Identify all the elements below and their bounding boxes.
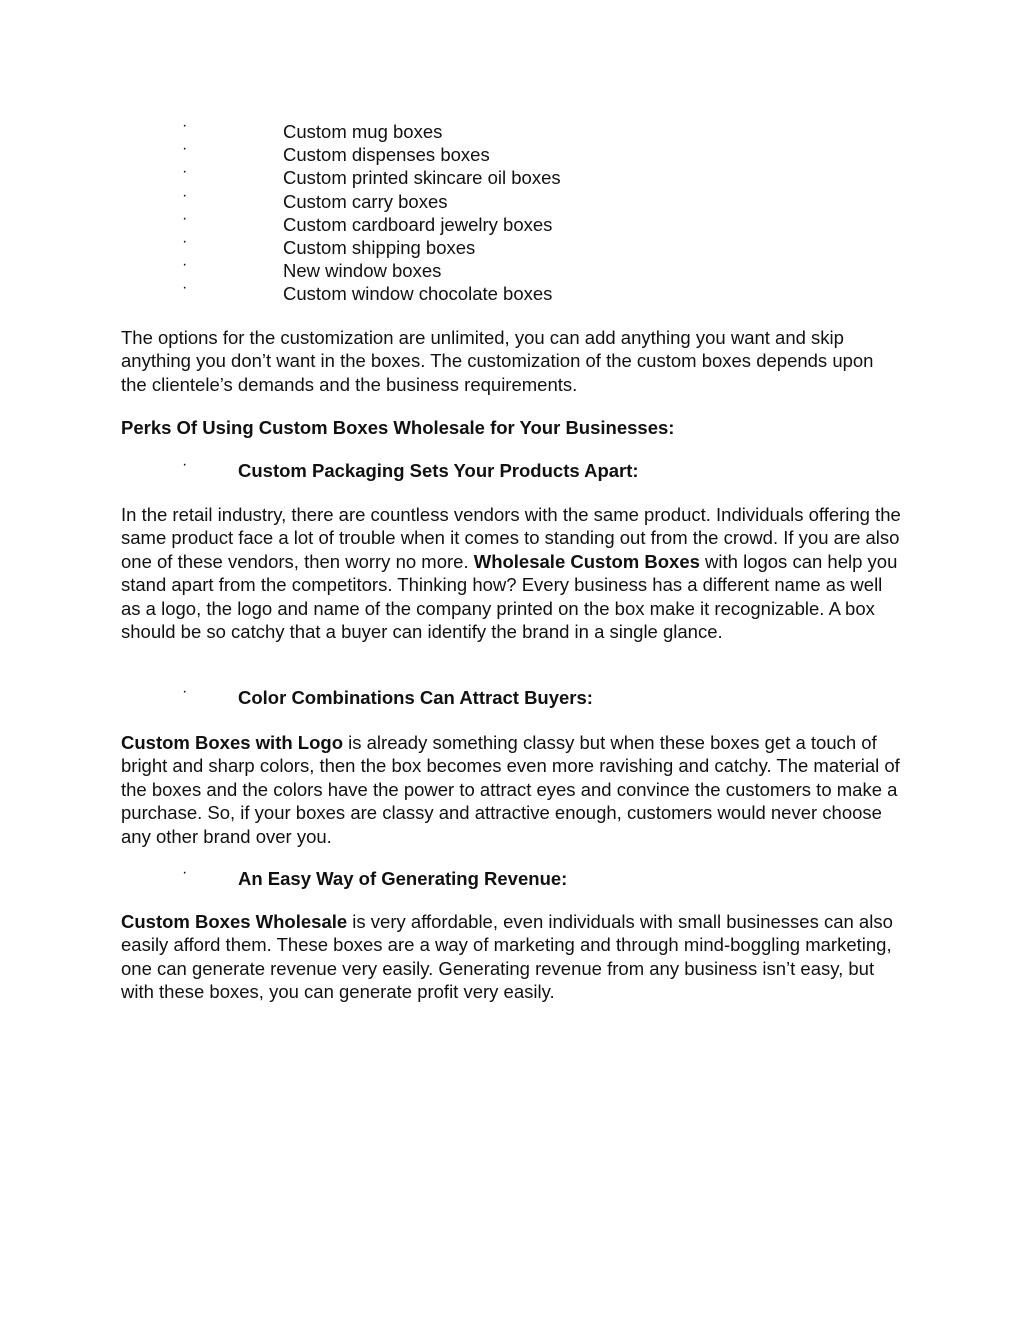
list-item-text: Custom shipping boxes xyxy=(283,236,476,258)
list-item-text: Custom cardboard jewelry boxes xyxy=(283,213,553,235)
bullet-dot: · xyxy=(182,456,188,473)
list-item xyxy=(0,117,1024,143)
bold-keyword: Wholesale Custom Boxes xyxy=(473,550,700,572)
paragraph-text: is already something classy but when these boxes get a touch of bright and sharp colors, then the box becomes even more ravishing and catchy. The material of the boxes and the colors have the power to attract eyes and convince the customers to make a purchase. So, if your boxes are classy and attractive enough, customers would never choose any other brand over you. xyxy=(121,732,900,847)
section-heading-text: An Easy Way of Generating Revenue: xyxy=(238,868,568,889)
section-heading-text: Color Combinations Can Attract Buyers: xyxy=(238,687,593,708)
section-heading xyxy=(0,864,1024,891)
list-item xyxy=(0,186,1024,213)
paragraph-text: with logos can help you stand apart from the competitors. Thinking how? Every business has a different name as well as a logo, the logo and name of the company printed on the box make it recognizable. A box should be so catchy that a buyer can identify the brand in a single glance. xyxy=(121,550,898,643)
list-item xyxy=(0,256,1024,282)
list-item-text: Custom carry boxes xyxy=(283,190,448,212)
bullet-dot: · xyxy=(182,232,188,250)
list-item xyxy=(0,163,1024,189)
bullet-dot: · xyxy=(182,209,188,227)
box-types-list xyxy=(0,117,1024,306)
list-item xyxy=(0,232,1024,259)
bold-keyword: Custom Boxes with Logo xyxy=(121,732,343,753)
list-item-text: Custom mug boxes xyxy=(283,121,443,142)
section-heading-text: Custom Packaging Sets Your Products Apart: xyxy=(238,460,639,481)
main-heading: Perks Of Using Custom Boxes Wholesale for Your Businesses: xyxy=(121,417,675,438)
list-item xyxy=(0,140,1024,166)
bullet-dot: · xyxy=(182,140,188,158)
list-item-text: Custom dispenses boxes xyxy=(283,144,490,166)
bullet-dot: · xyxy=(182,683,188,700)
section-paragraph xyxy=(121,731,901,848)
list-item-text: Custom printed skincare oil boxes xyxy=(283,167,561,189)
section-paragraph xyxy=(121,910,901,1004)
bold-keyword: Custom Boxes Wholesale xyxy=(121,911,348,932)
bullet-dot: · xyxy=(182,864,188,881)
list-item-text: Custom window chocolate boxes xyxy=(283,283,553,305)
list-item-text: New window boxes xyxy=(283,260,442,282)
list-item xyxy=(0,279,1024,305)
bullet-dot: · xyxy=(182,117,188,134)
paragraph-text: In the retail industry, there are countless vendors with the same product. Individuals offering the same product face a lot of trouble when it comes to standing out from the crowd. If you are also one of these vendors, then worry no more. xyxy=(121,504,901,572)
section-paragraph xyxy=(121,503,901,643)
bullet-dot: · xyxy=(182,279,188,297)
paragraph-text: is very affordable, even individuals with small businesses can also easily afford them. These boxes are a way of marketing and through mind-boggling marketing, one can generate revenue very easily. Generating revenue from any business isn’t easy, but with these boxes, you can generate profit very easily. xyxy=(121,911,893,1003)
section-heading xyxy=(0,683,1024,710)
section-heading xyxy=(0,456,1024,483)
bullet-dot: · xyxy=(182,186,188,204)
bullet-dot: · xyxy=(182,256,188,274)
intro-paragraph: The options for the customization are unlimited, you can add anything you want and skip anything you don’t want in the boxes. The customization of the custom boxes depends upon the clientele’s demands and the business requirements. xyxy=(121,327,874,395)
list-item xyxy=(0,209,1024,236)
bullet-dot: · xyxy=(182,163,188,181)
